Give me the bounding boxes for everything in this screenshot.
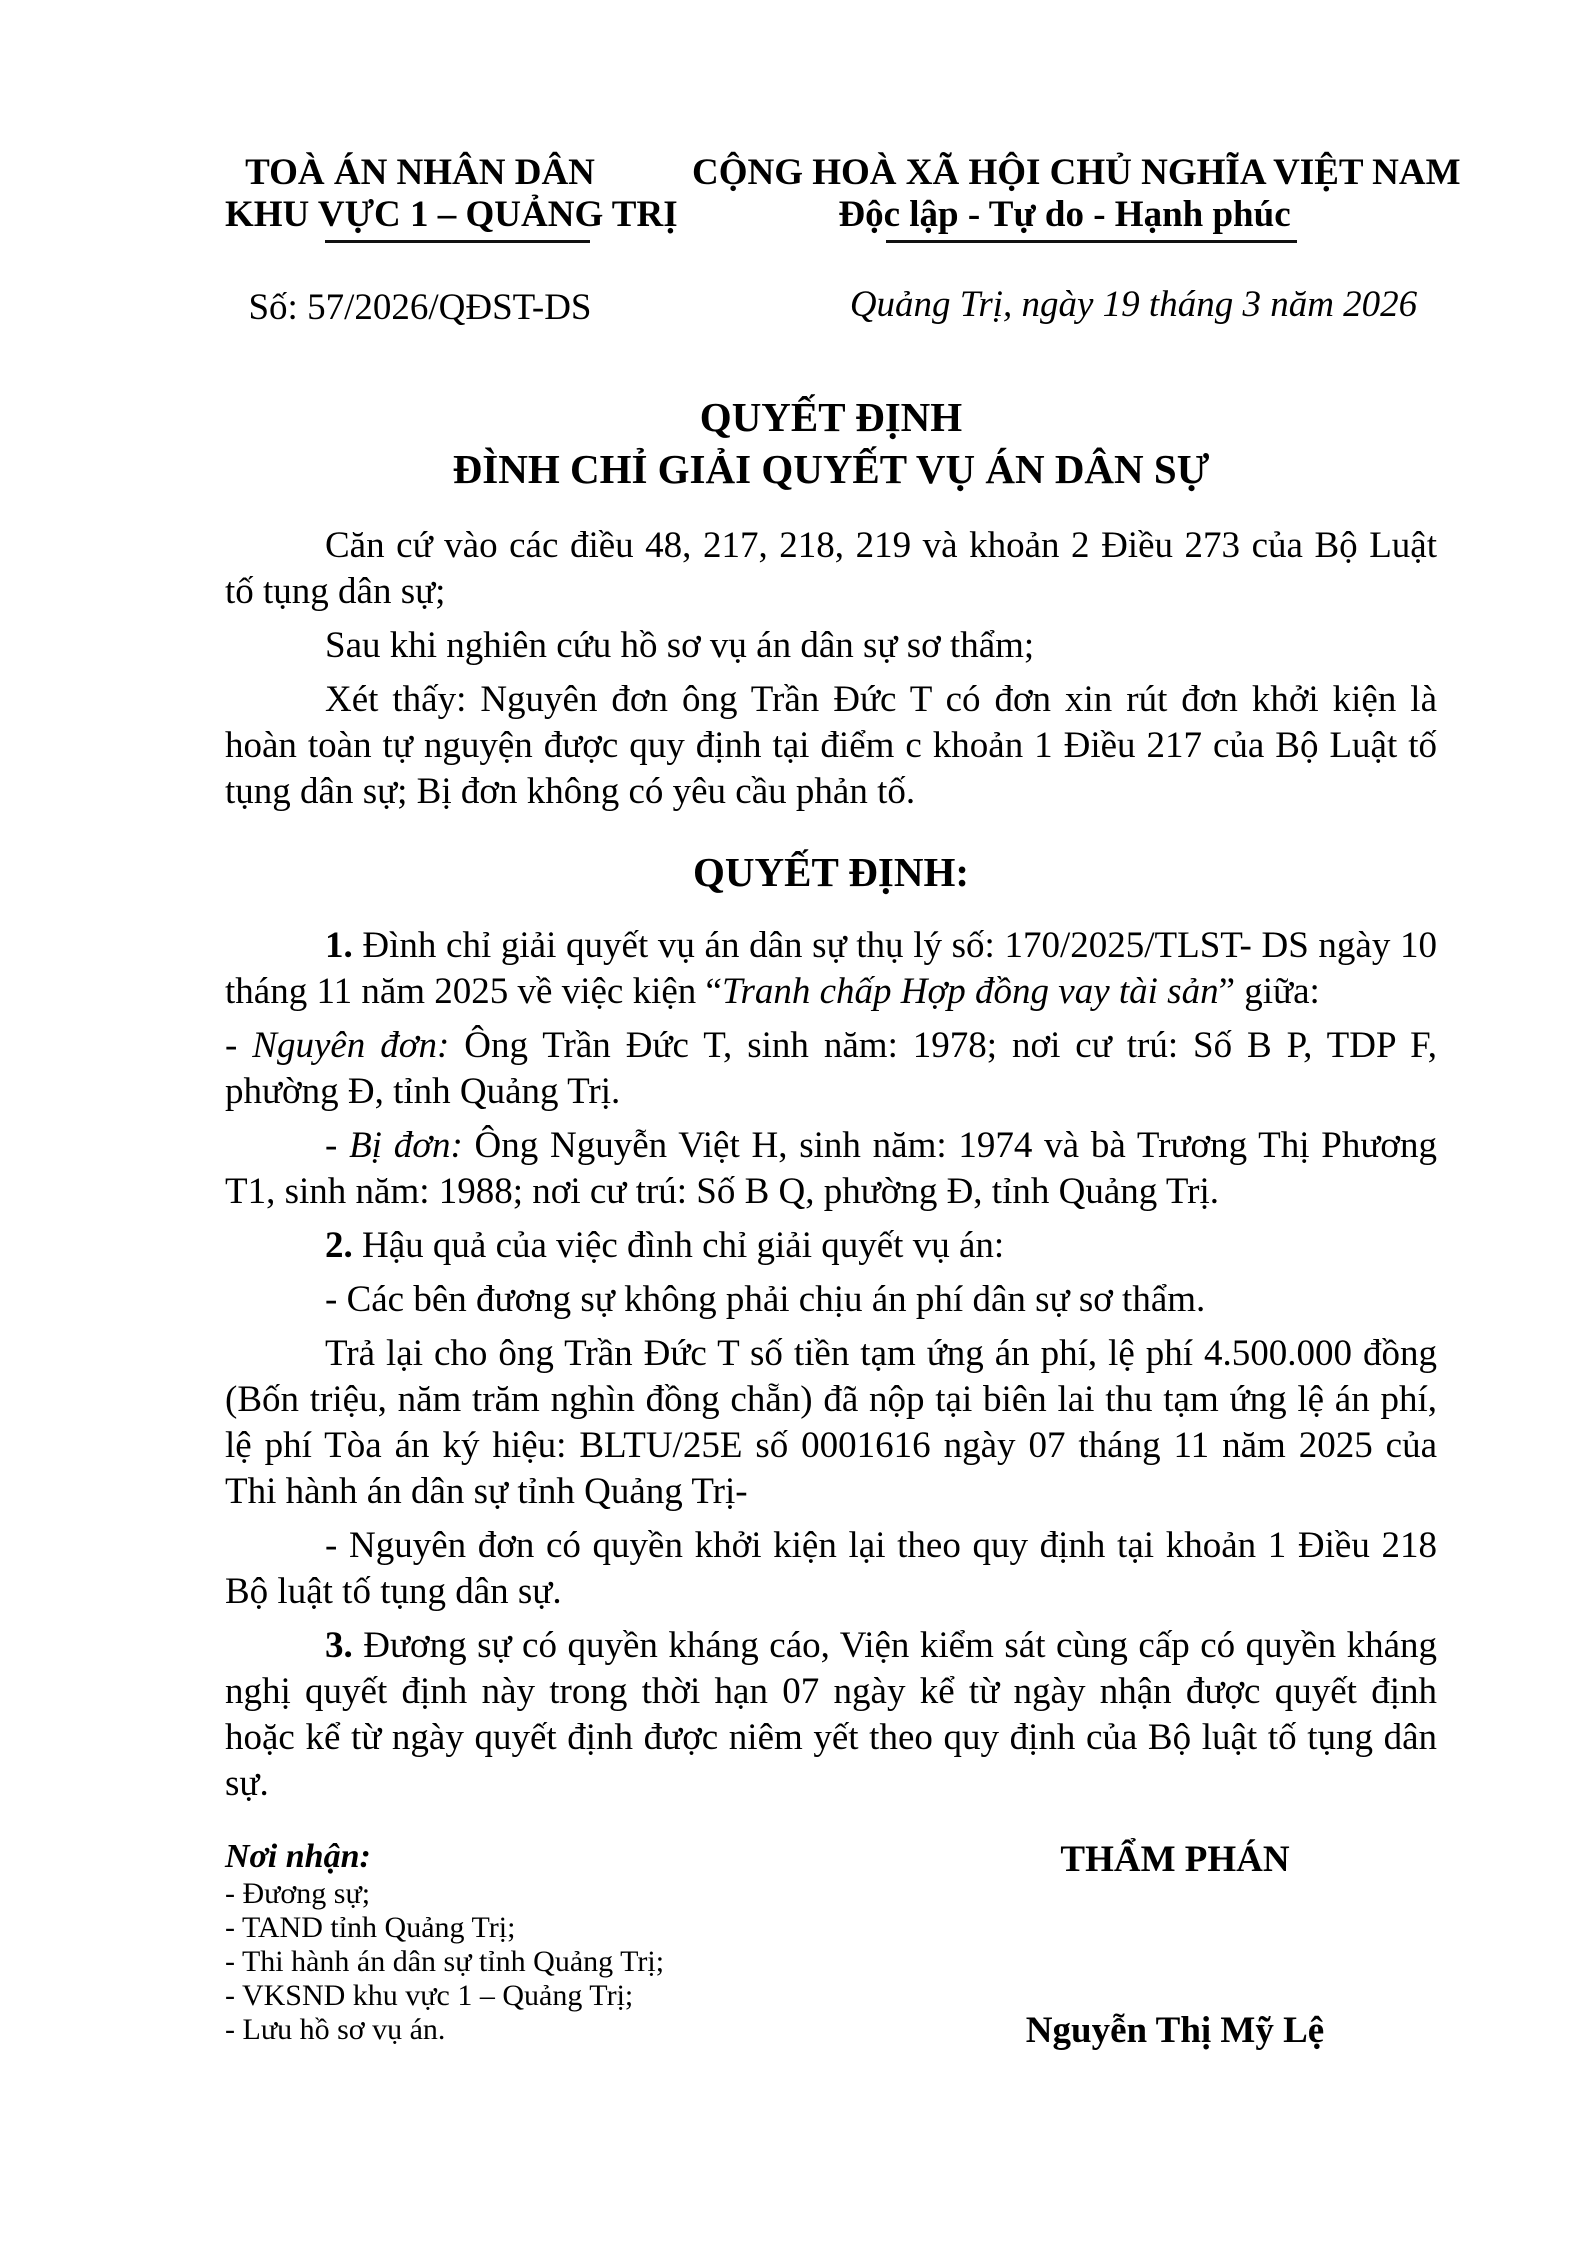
item3-text: Đương sự có quyền kháng cáo, Viện kiểm sát cùng cấp có quyền kháng nghị quyết định này trong thời hạn 07 ngày kể từ ngày nhận được quyết định hoặc kể từ ngày quyết định được niêm yết theo quy định của Bộ luật tố tụng dân sự. (225, 1625, 1437, 1804)
recipients-label: Nơi nhận: (225, 1838, 371, 1875)
decision-item-2 (225, 1223, 1437, 1269)
signature-block (913, 1837, 1437, 2054)
recipient-item: - Đương sự; (225, 1877, 371, 1910)
decision-section-heading: QUYẾT ĐỊNH: (692, 849, 970, 895)
item1-case-name: Tranh chấp Hợp đồng vay tài sản (721, 971, 1219, 1012)
preamble-findings: Xét thấy: Nguyên đơn ông Trần Đức T có đơn xin rút đơn khởi kiện là hoàn toàn tự nguyện được quy định tại điểm c khoản 1 Điều 217 của Bộ Luật tố tụng dân sự; Bị đơn không có yêu cầu phản tố. (225, 679, 1437, 812)
recipient-item: - VKSND khu vực 1 – Quảng Trị; (225, 1979, 634, 2012)
judge-name: Nguyễn Thị Mỹ Lệ (1025, 2010, 1325, 2051)
plaintiff-details: Ông Trần Đức T, sinh năm: 1978; nơi cư trú: Số B P, TDP F, phường Đ, tỉnh Quảng Trị. (225, 1025, 1438, 1112)
document-footer (225, 1837, 1437, 2054)
plaintiff-line (225, 1023, 1437, 1115)
no-court-fee-line: - Các bên đương sự không phải chịu án phí dân sự sơ thẩm. (325, 1279, 1206, 1320)
court-name-line1: TOÀ ÁN NHÂN DÂN (245, 152, 595, 193)
document-number: Số: 57/2026/QĐST-DS (248, 287, 592, 328)
title-line1: QUYẾT ĐỊNH (699, 394, 963, 440)
motto-underline (886, 240, 1297, 243)
motto-line: Độc lập - Tự do - Hạnh phúc (838, 194, 1291, 235)
national-heading-block (692, 152, 1461, 329)
defendant-line (225, 1123, 1437, 1215)
recipients-block (225, 1837, 664, 2054)
judge-title: THẨM PHÁN (1060, 1839, 1290, 1880)
preamble-legal-basis: Căn cứ vào các điều 48, 217, 218, 219 và khoản 2 Điều 273 của Bộ Luật tố tụng dân sự; (225, 525, 1437, 612)
refund-line: Trả lại cho ông Trần Đức T số tiền tạm ứng án phí, lệ phí 4.500.000 đồng (Bốn triệu, năm trăm nghìn đồng chẵn) đã nộp tại biên lai thu tạm ứng lệ án phí, lệ phí Tòa án ký hiệu: BLTU/25E số 0001616 ngày 07 tháng 11 năm 2025 của Thi hành án dân sự tỉnh Quảng Trị- (225, 1333, 1437, 1512)
document-header (225, 152, 1461, 329)
place-date-line: Quảng Trị, ngày 19 tháng 3 năm 2026 (849, 284, 1418, 325)
item3-number: 3. (325, 1625, 353, 1666)
defendant-details: Ông Nguyễn Việt H, sinh năm: 1974 và bà Trương Thị Phương T1, sinh năm: 1988; nơi cư trú: Số B Q, phường Đ, tỉnh Quảng Trị. (225, 1125, 1437, 1212)
item1-text-post: ” giữa: (1218, 971, 1320, 1012)
defendant-label: Bị đơn: (349, 1125, 463, 1166)
item2-text: Hậu quả của việc đình chỉ giải quyết vụ án: (352, 1225, 1005, 1266)
plaintiff-label: Nguyên đơn: (252, 1025, 450, 1066)
recipient-item: - Lưu hồ sơ vụ án. (225, 2013, 446, 2046)
item1-text-pre: Đình chỉ giải quyết vụ án dân sự thụ lý số: 170/2025/TLST- DS ngày 10 tháng 11 năm 2025 về việc kiện “ (225, 925, 1437, 1012)
republic-name-line: CỘNG HOÀ XÃ HỘI CHỦ NGHĨA VIỆT NAM (692, 152, 1461, 193)
recipient-item: - Thi hành án dân sự tỉnh Quảng Trị; (225, 1945, 665, 1978)
court-name-underline (325, 240, 590, 243)
issuing-court-block (225, 152, 678, 329)
decision-item-3 (225, 1623, 1437, 1807)
document-title (225, 391, 1437, 495)
court-name-line2: KHU VỰC 1 – QUẢNG TRỊ (225, 194, 678, 235)
decision-item-1 (225, 923, 1437, 1015)
defendant-dash: - (325, 1125, 350, 1166)
item1-number: 1. (325, 925, 353, 966)
preamble-case-review: Sau khi nghiên cứu hồ sơ vụ án dân sự sơ thẩm; (325, 625, 1035, 666)
title-line2: ĐÌNH CHỈ GIẢI QUYẾT VỤ ÁN DÂN SỰ (452, 446, 1210, 492)
item2-number: 2. (325, 1225, 353, 1266)
plaintiff-dash: - (225, 1025, 253, 1066)
recipient-item: - TAND tỉnh Quảng Trị; (225, 1911, 516, 1944)
right-to-refile-line: - Nguyên đơn có quyền khởi kiện lại theo quy định tại khoản 1 Điều 218 Bộ luật tố tụng dân sự. (225, 1525, 1437, 1612)
